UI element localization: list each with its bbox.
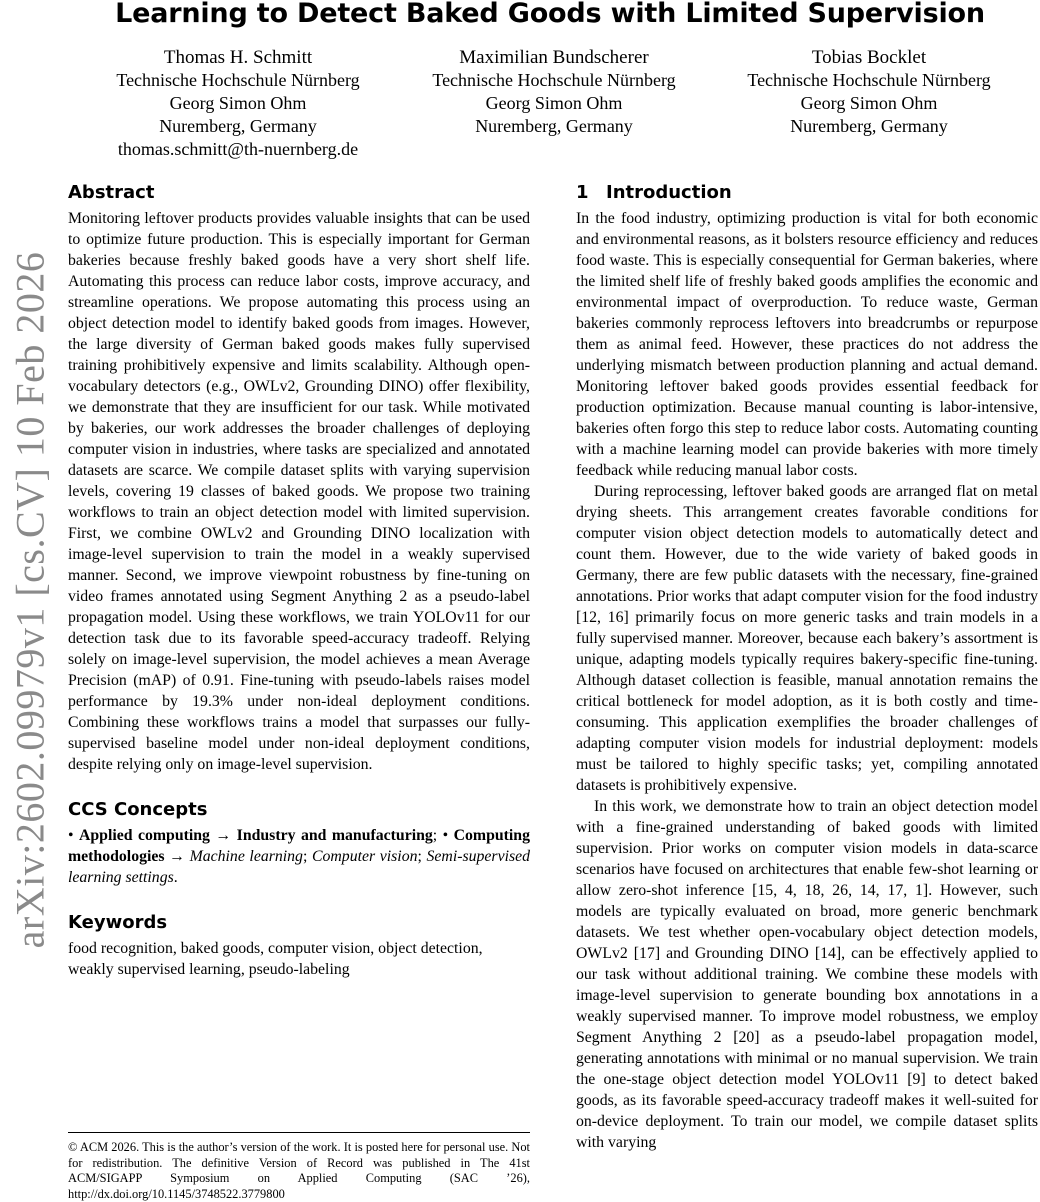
- author-affiliation: Technische Hochschule Nürnberg: [432, 70, 676, 90]
- author-3: [709, 46, 1029, 138]
- ccs-concepts: • Applied computing → Industry and manufacturing; • Computing methodologies → Machine learning; Computer vision; Semi-supervised learning settings.: [68, 827, 531, 886]
- ccs-concept: Computer vision: [311, 848, 418, 865]
- author-affiliation: Georg Simon Ohm: [485, 93, 623, 113]
- author-affiliation: Technische Hochschule Nürnberg: [116, 70, 360, 90]
- copyright-footnote: © ACM 2026. This is the author’s version of the work. It is posted here for personal use. Not for redistribution. The definitive Version of Record was published in The 41st ACM/SIGAPP Symposium on Applied Computing (SAC ’26), http://dx.doi.org/10.1145/3748522.3779800: [68, 1132, 530, 1202]
- keywords-section: [68, 910, 530, 980]
- section-title: Introduction: [606, 182, 732, 203]
- arrow-icon: →: [169, 848, 185, 865]
- ccs-concept: Machine learning: [189, 848, 303, 865]
- left-column: [68, 180, 530, 980]
- author-name: Thomas H. Schmitt: [163, 47, 313, 68]
- author-affiliation: Georg Simon Ohm: [169, 93, 307, 113]
- section-number: 1: [576, 182, 589, 203]
- arxiv-sidebar: [0, 0, 60, 1200]
- abstract-text: Monitoring leftover products provides valuable insights that can be used to optimize future production. This is especially important for German bakeries because freshly baked goods have a very short shelf life. Automating this process can reduce labor costs, improve accuracy, and streamline operations. We propose automating this process using an object detection model to identify baked goods from images. However, the large diversity of German baked goods makes fully supervised training prohibitively expensive and limits scalability. Although open-vocabulary detectors (e.g., OWLv2, Grounding DINO) offer flexibility, we demonstrate that they are insufficient for our task. While motivated by bakeries, our work addresses the broader challenges of deploying computer vision in industries, where tasks are specialized and annotated datasets are scarce. We compile dataset splits with varying supervision levels, covering 19 classes of baked goods. We propose two training workflows to train an object detection model with limited supervision. First, we combine OWLv2 and Grounding DINO localization with image-level supervision to train the model in a weakly supervised manner. Second, we improve viewpoint robustness by fine-tuning on video frames annotated using Segment Anything 2 as a pseudo-label propagation model. Using these workflows, we train YOLOv11 for our detection task due to its favorable speed-accuracy tradeoff. Relying solely on image-level supervision, the model achieves a mean Average Precision (mAP) of 0.91. Fine-tuning with pseudo-labels raises model performance by 19.3% under non-ideal deployment conditions. Combining these workflows trains a model that surpasses our fully-supervised baseline model under non-ideal deployment conditions, despite relying only on image-level supervision.: [68, 210, 530, 773]
- bullet: •: [68, 827, 74, 844]
- author-affiliation: Technische Hochschule Nürnberg: [747, 70, 991, 90]
- intro-paragraph-1: In the food industry, optimizing production is vital for both economic and environmental reasons, as it bolsters resource efficiency and reduces food waste. This is especially consequential for German bakeries, where the limited shelf life of freshly baked goods amplifies the economic and environmental impact of overproduction. To reduce waste, German bakeries commonly reprocess leftovers into breadcrumbs or repurpose them as animal feed. However, these practices do not address the underlying mismatch between production planning and actual demand. Monitoring leftover baked goods provides essential feedback for production optimization. Because manual counting is labor-intensive, bakeries often forgo this step to reduce labor costs. Automating counting with a machine learning model can provide bakeries with more timely feedback while reducing manual labor costs.: [576, 210, 1038, 479]
- paper-title: Learning to Detect Baked Goods with Limited Supervision: [115, 0, 985, 29]
- ccs-concept: Semi-supervised learning settings: [68, 848, 531, 886]
- right-column: [576, 180, 1038, 1153]
- intro-paragraph-2: During reprocessing, leftover baked goods are arranged flat on metal drying sheets. This arrangement creates favorable conditions for computer vision object detection models to automatically detect and count them. However, due to the wide variety of baked goods in Germany, there are few public datasets with the necessary, fine-grained annotations. Prior works that adapt computer vision for the food industry [12, 16] primarily focus on more generic tasks and train models in a fully supervised manner. Moreover, because each bakery’s assortment is unique, adapting models typically requires bakery-specific fine-tuning. Although dataset collection is feasible, manual annotation remains the critical bottleneck for model adoption, as it is both costly and time-consuming. This application exemplifies the broader challenges of adapting computer vision models for industrial deployment: models must be tailored to highly specific tasks; yet, compiling annotated datasets is prohibitively expensive.: [576, 483, 1038, 794]
- author-location: Nuremberg, Germany: [475, 116, 633, 136]
- keywords-heading: Keywords: [68, 912, 168, 933]
- ccs-heading: CCS Concepts: [68, 799, 208, 820]
- ccs-section: [68, 797, 530, 888]
- author-name: Tobias Bocklet: [811, 47, 927, 68]
- abstract-heading: Abstract: [68, 182, 155, 203]
- ccs-concept: Computing methodologies: [68, 827, 530, 865]
- bullet: •: [442, 827, 449, 844]
- arrow-icon: →: [215, 827, 232, 844]
- introduction-heading: [576, 180, 1038, 206]
- author-location: Nuremberg, Germany: [790, 116, 948, 136]
- abstract-section: [68, 180, 530, 775]
- author-block: [60, 46, 1040, 171]
- arxiv-identifier: arXiv:2602.09979v1 [cs.CV] 10 Feb 2026: [7, 251, 53, 949]
- introduction-section: [576, 180, 1038, 1153]
- ccs-concept: Industry and manufacturing: [236, 827, 433, 844]
- intro-paragraph-3: In this work, we demonstrate how to train an object detection model with a fine-grained understanding of baked goods with limited supervision. Prior works on computer vision models in data-scarce scenarios have focused on architectures that enable few-shot learning or allow zero-shot inference [15, 4, 18, 26, 14, 17, 1]. However, such models are typically evaluated on broad, more generic benchmark datasets. We test whether open-vocabulary object detection models, OWLv2 [17] and Grounding DINO [14], can be effectively applied to our task without additional training. We combine these models with image-level supervision to generate bounding box annotations in a weakly supervised manner. To improve model robustness, we employ Segment Anything 2 [20] as a pseudo-label propagation model, generating annotations with minimal or no manual supervision. We train the one-stage object detection model YOLOv11 [9] to detect baked goods, as its favorable speed-accuracy tradeoff makes it well-suited for on-device deployment. To train our model, we compile dataset splits with varying: [576, 798, 1038, 1151]
- author-name: Maximilian Bundscherer: [459, 47, 649, 68]
- keywords-text: food recognition, baked goods, computer vision, object detection, weakly supervised learning, pseudo-labeling: [68, 940, 483, 978]
- author-location: Nuremberg, Germany: [159, 116, 317, 136]
- author-affiliation: Georg Simon Ohm: [800, 93, 938, 113]
- author-email[interactable]: thomas.schmitt@th-nuernberg.de: [117, 139, 359, 159]
- author-2: [394, 46, 714, 138]
- author-1: [78, 46, 398, 161]
- ccs-concept: Applied computing: [78, 827, 210, 844]
